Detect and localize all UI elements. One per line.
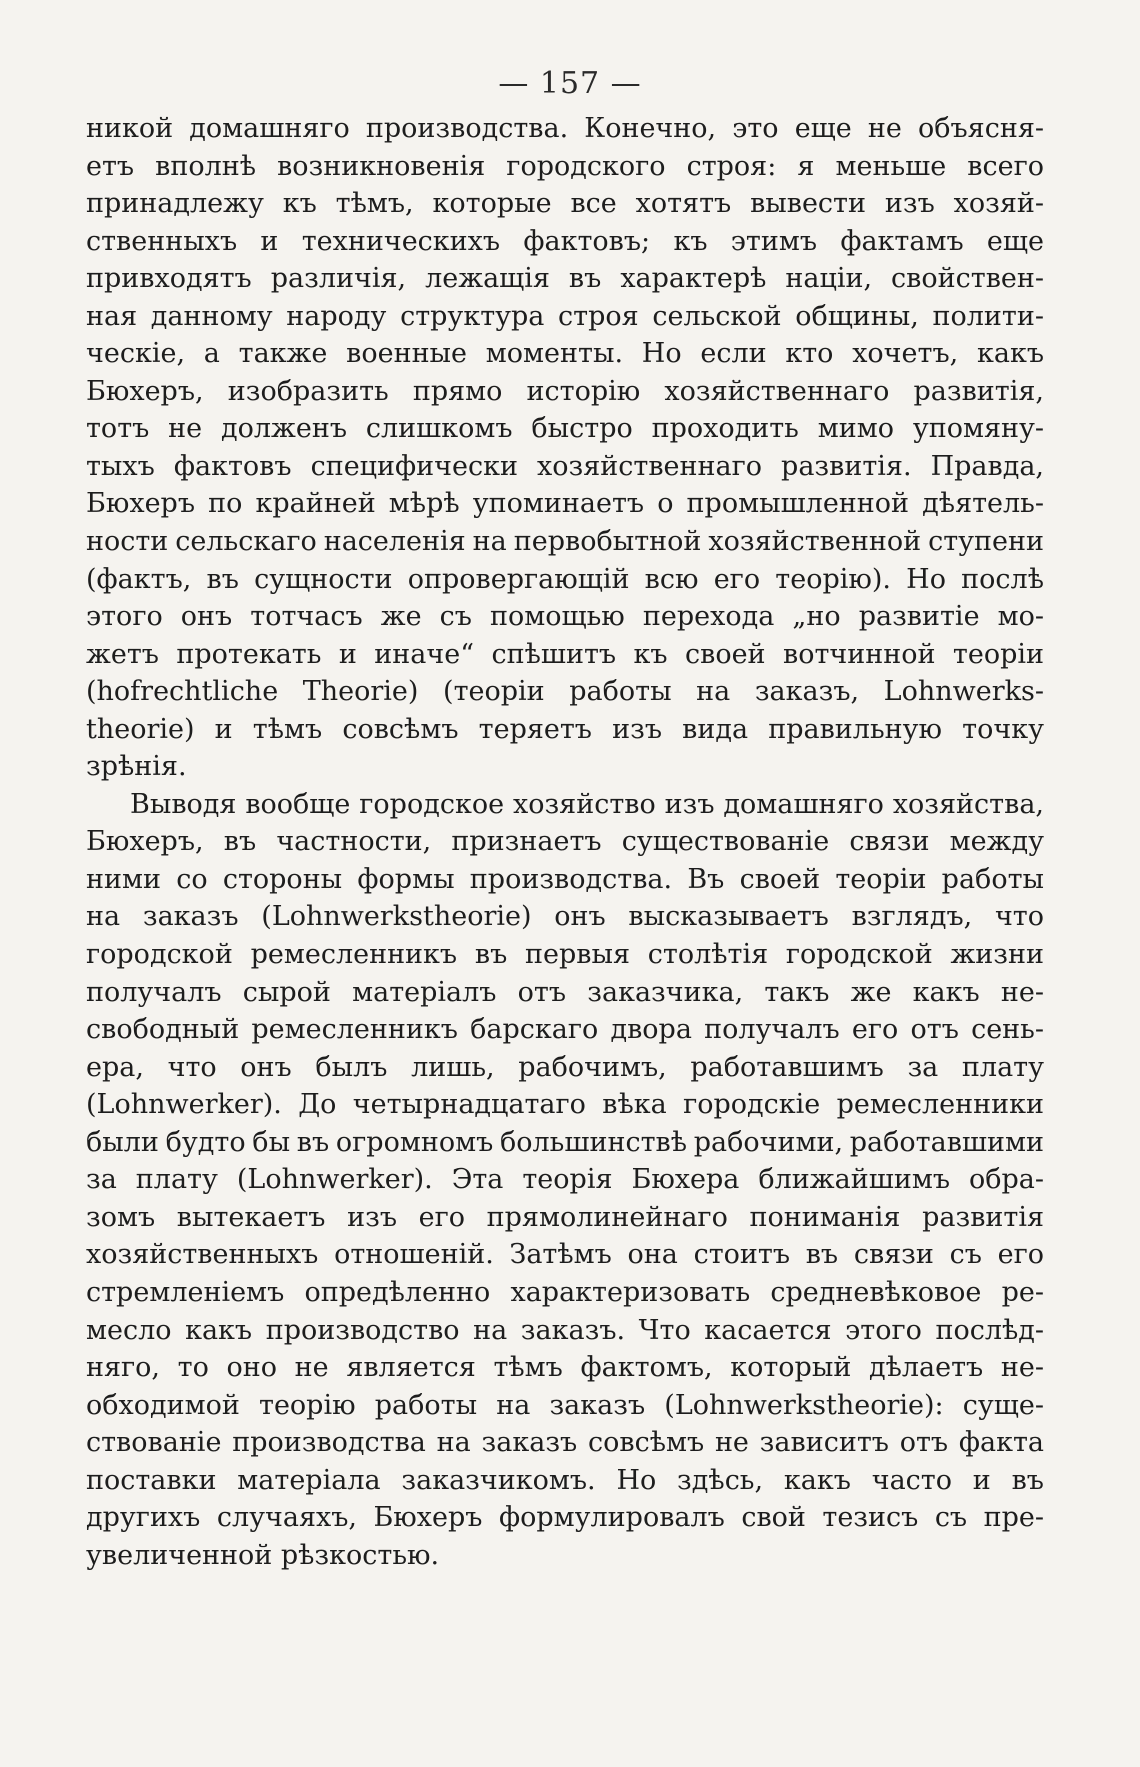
text-line: привходятъ различія, лежащія въ характерѣ націи, свойствен- (86, 263, 1044, 295)
text-line: городской ремесленникъ въ первыя столѣтія городской жизни (86, 939, 1044, 971)
text-line: жетъ протекать и иначе“ спѣшитъ къ своей вотчинной теоріи (86, 638, 1044, 670)
text-line: за плату (Lohnwerker). Эта теорія Бюхера ближайшимъ обра- (86, 1164, 1044, 1196)
text-line: ствованіе производства на заказъ совсѣмъ не зависитъ отъ факта (86, 1427, 1044, 1459)
text-line: Бюхеръ, изобразить прямо исторію хозяйственнаго развитія, (86, 375, 1044, 407)
text-line: зомъ вытекаетъ изъ его прямолинейнаго пониманія развитія (86, 1201, 1044, 1233)
body-text (86, 110, 1044, 1574)
text-line: обходимой теорію работы на заказъ (Lohnwerkstheorie): суще- (86, 1389, 1044, 1421)
text-line: ческіе, а также военные моменты. Но если кто хочетъ, какъ (86, 338, 1044, 370)
text-line: ними со стороны формы производства. Въ своей теоріи работы (86, 863, 1044, 895)
paragraph-1 (86, 110, 1044, 786)
text-line: ная данному народу структура строя сельской общины, полити- (86, 300, 1044, 332)
text-line: (фактъ, въ сущности опровергающій всю его теорію). Но послѣ (86, 563, 1044, 595)
text-line: Бюхеръ по крайней мѣрѣ упоминаетъ о промышленной дѣятель- (86, 488, 1044, 520)
text-line: етъ вполнѣ возникновенія городского строя: я меньше всего (86, 150, 1044, 182)
text-line: тотъ не долженъ слишкомъ быстро проходить мимо упомяну- (86, 413, 1044, 445)
text-line: (hofrechtliche Theorie) (теоріи работы на заказъ, Lohnwerks- (86, 676, 1044, 708)
text-line: тыхъ фактовъ специфически хозяйственнаго развитія. Правда, (86, 450, 1044, 482)
text-line: были будто бы въ огромномъ большинствѣ рабочими, работавшими (86, 1126, 1044, 1158)
text-line: на заказъ (Lohnwerkstheorie) онъ высказываетъ взглядъ, что (86, 901, 1044, 933)
text-line: этого онъ тотчасъ же съ помощью перехода „но развитіе мо- (86, 601, 1044, 633)
text-line: никой домашняго производства. Конечно, это еще не объясня- (86, 113, 1044, 144)
page-number: — 157 — (498, 66, 642, 101)
text-line: месло какъ производство на заказъ. Что касается этого послѣд- (86, 1314, 1044, 1346)
text-line: получалъ сырой матеріалъ отъ заказчика, такъ же какъ не- (86, 976, 1044, 1008)
text-line: другихъ случаяхъ, Бюхеръ формулировалъ свой тезисъ съ пре- (86, 1502, 1044, 1534)
text-line: увеличенной рѣзкостью. (86, 1539, 440, 1571)
text-line: Выводя вообще городское хозяйство изъ домашняго хозяйства, (130, 788, 1044, 820)
paragraph-2 (86, 786, 1044, 1574)
text-line: зрѣнія. (86, 751, 187, 783)
text-line: принадлежу къ тѣмъ, которые все хотятъ вывести изъ хозяй- (86, 188, 1044, 220)
text-line: хозяйственныхъ отношеній. Затѣмъ она стоитъ въ связи съ его (86, 1239, 1044, 1271)
text-line: поставки матеріала заказчикомъ. Но здѣсь, какъ часто и въ (86, 1464, 1044, 1496)
text-line: няго, то оно не является тѣмъ фактомъ, который дѣлаетъ не- (86, 1352, 1044, 1384)
text-line: свободный ремесленникъ барскаго двора получалъ его отъ сень- (86, 1014, 1044, 1046)
text-line: ственныхъ и техническихъ фактовъ; къ этимъ фактамъ еще (86, 225, 1044, 257)
text-line: (Lohnwerker). До четырнадцатаго вѣка городскіе ремесленники (86, 1089, 1044, 1121)
text-line: Бюхеръ, въ частности, признаетъ существованіе связи между (86, 826, 1044, 858)
text-line: ера, что онъ былъ лишь, рабочимъ, работавшимъ за плату (86, 1051, 1044, 1083)
text-line: theorie) и тѣмъ совсѣмъ теряетъ изъ вида правильную точку (86, 713, 1044, 745)
text-line: стремленіемъ опредѣленно характеризовать средневѣковое ре- (86, 1276, 1044, 1308)
text-line: ности сельскаго населенія на первобытной хозяйственной ступени (86, 526, 1044, 558)
